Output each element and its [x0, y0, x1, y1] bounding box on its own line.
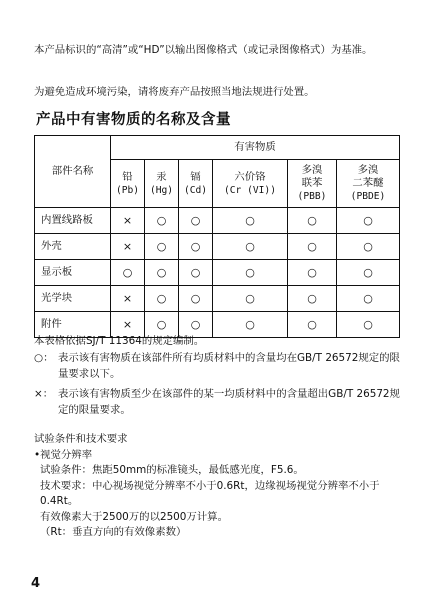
substance-symbol: (Cr (VI)): [224, 184, 276, 196]
table-header-row: [35, 136, 400, 160]
compliance-mark-cell: ○: [145, 286, 179, 312]
compliance-mark-cell: ○: [288, 208, 337, 234]
compliance-mark-cell: ○: [337, 208, 400, 234]
part-name-cell: 外壳: [35, 234, 111, 260]
compliance-mark-cell: ×: [111, 312, 145, 338]
compliance-mark-cell: ○: [145, 208, 179, 234]
rt-definition: （Rt：垂直方向的有效像素数）: [40, 526, 187, 538]
test-heading: 试验条件和技术要求: [34, 433, 128, 445]
compliance-mark-cell: ○: [213, 312, 288, 338]
substance-name: 汞: [156, 170, 167, 183]
compliance-mark-cell: ×: [111, 208, 145, 234]
part-name-cell: 显示板: [35, 260, 111, 286]
table-basis-note: 本表格依据SJ/T 11364的规定编制。: [34, 335, 205, 347]
substance-name: 镉: [190, 170, 201, 183]
hazardous-substances-table: [34, 135, 400, 338]
substance-header-cell: [111, 160, 145, 208]
substance-header-cell: [288, 160, 337, 208]
section-title: 产品中有害物质的名称及含量: [36, 112, 231, 128]
legend-circle: [34, 350, 404, 382]
compliance-mark-cell: ○: [288, 234, 337, 260]
tech-requirement: 技术要求：中心视场视觉分辨率不小于0.6Rt，边缘视场视觉分辨率不小于0.4Rt。: [40, 479, 380, 507]
compliance-mark-cell: ○: [213, 208, 288, 234]
compliance-mark-cell: ○: [179, 260, 213, 286]
compliance-mark-cell: ○: [213, 286, 288, 312]
part-name-header: 部件名称: [35, 136, 111, 208]
compliance-mark-cell: ○: [145, 234, 179, 260]
cross-meaning: 表示该有害物质至少在该部件的某一均质材料中的含量超出GB/T 26572规定的限量要求。: [58, 388, 400, 416]
compliance-mark-cell: ○: [179, 234, 213, 260]
compliance-mark-cell: ○: [179, 312, 213, 338]
hazard-group-header: 有害物质: [111, 136, 400, 160]
part-name-cell: 内置线路板: [35, 208, 111, 234]
substance-name: 多溴 二苯醚: [352, 164, 384, 189]
compliance-mark-cell: ○: [213, 234, 288, 260]
compliance-mark-cell: ×: [111, 234, 145, 260]
compliance-mark-cell: ○: [288, 260, 337, 286]
substance-name: 六价铬: [234, 170, 266, 183]
table-row: [35, 208, 400, 234]
circle-meaning: 表示该有害物质在该部件所有均质材料中的含量均在GB/T 26572规定的限量要求以下。: [58, 352, 400, 380]
substance-header-cell: [213, 160, 288, 208]
compliance-mark-cell: ○: [145, 260, 179, 286]
substance-name: 多溴 联苯: [301, 164, 323, 189]
compliance-mark-cell: ○: [145, 312, 179, 338]
compliance-mark-cell: ○: [288, 286, 337, 312]
substance-symbol: (PBB): [297, 191, 327, 202]
compliance-mark-cell: ×: [111, 286, 145, 312]
intro-disposal-note: 为避免造成环境污染，请将废弃产品按照当地法规进行处置。: [34, 86, 315, 98]
compliance-mark-cell: ○: [337, 312, 400, 338]
substance-header-cell: [179, 160, 213, 208]
table-row: [35, 260, 400, 286]
cross-symbol: ×：: [34, 388, 54, 400]
compliance-mark-cell: ○: [337, 286, 400, 312]
compliance-mark-cell: ○: [179, 286, 213, 312]
compliance-mark-cell: ○: [111, 260, 145, 286]
substance-header-cell: [145, 160, 179, 208]
substance-symbol: (Pb): [115, 184, 140, 196]
test-condition: 试验条件：焦距50mm的标准镜头，最低感光度，F5.6。: [40, 464, 304, 476]
table-row: [35, 234, 400, 260]
substance-header-cell: [337, 160, 400, 208]
resolution-bullet: •视觉分辨率: [34, 448, 93, 461]
substance-symbol: (Hg): [149, 184, 174, 196]
substance-symbol: (Cd): [183, 184, 208, 196]
test-conditions-section: [34, 432, 409, 541]
intro-hd-note: 本产品标识的“高清”或“HD”以输出图像格式（或记录图像格式）为基准。: [34, 44, 373, 56]
part-name-cell: 附件: [35, 312, 111, 338]
substance-symbol: (PBDE): [350, 191, 386, 202]
compliance-mark-cell: ○: [288, 312, 337, 338]
compliance-mark-cell: ○: [213, 260, 288, 286]
substance-name: 铅: [122, 170, 133, 183]
circle-symbol: ○：: [34, 352, 54, 364]
page-number: 4: [31, 576, 41, 591]
table-row: [35, 286, 400, 312]
effective-pixels-note: 有效像素大于2500万的以2500万计算。: [40, 510, 228, 523]
compliance-mark-cell: ○: [337, 260, 400, 286]
compliance-mark-cell: ○: [179, 208, 213, 234]
legend-cross: [34, 386, 404, 418]
part-name-cell: 光学块: [35, 286, 111, 312]
compliance-mark-cell: ○: [337, 234, 400, 260]
